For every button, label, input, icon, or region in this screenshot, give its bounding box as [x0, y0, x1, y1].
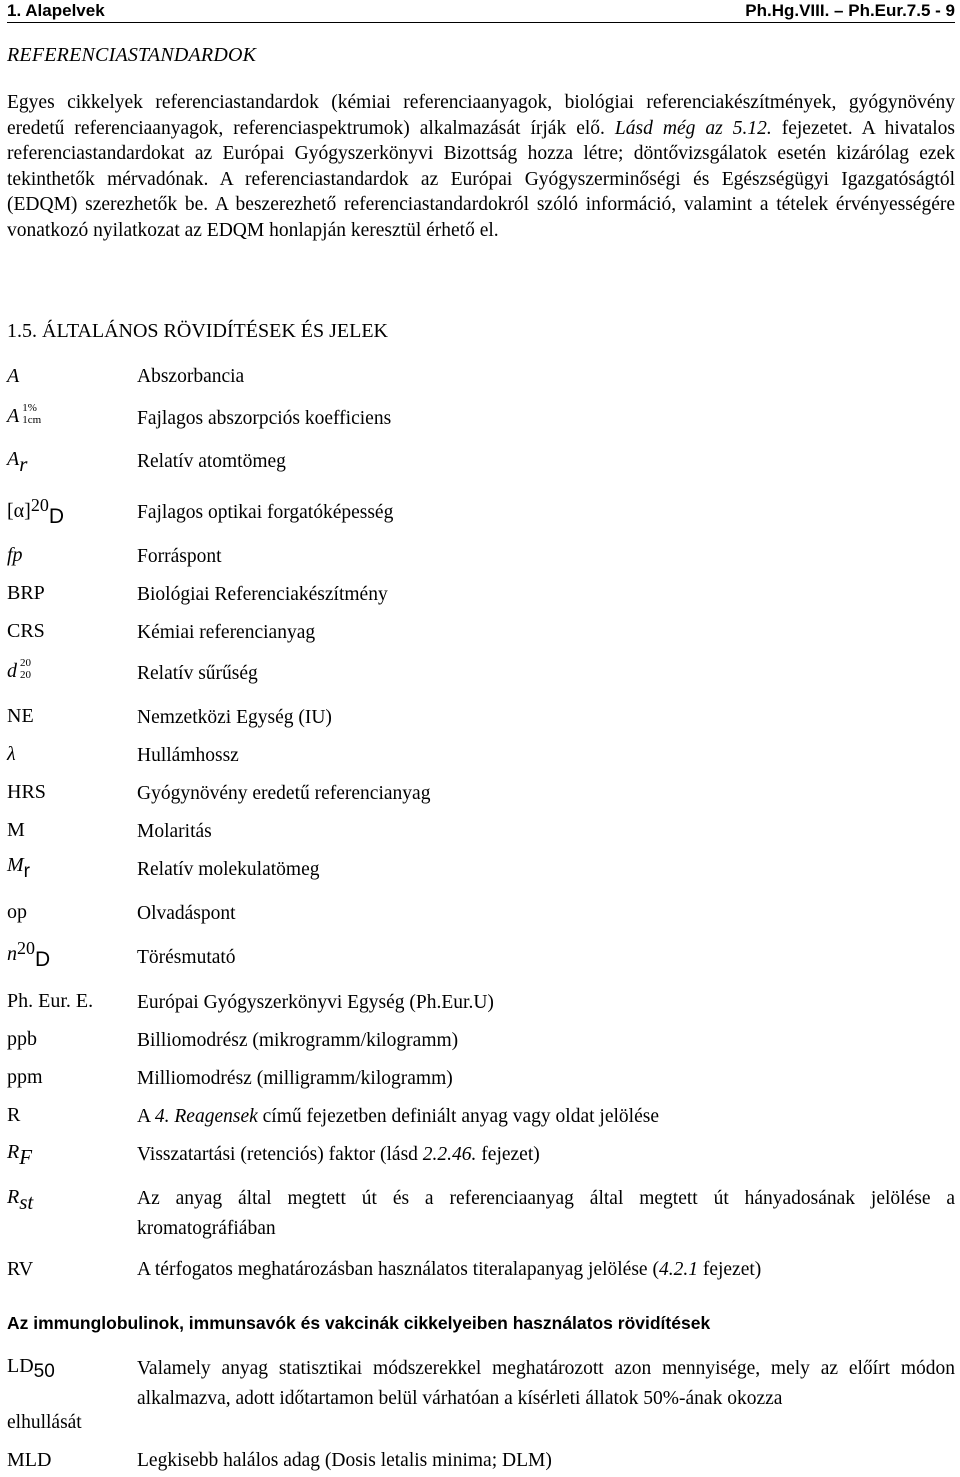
def-Ar: Relatív atomtömeg	[137, 451, 286, 472]
section-title: REFERENCIASTANDARDOK	[7, 44, 257, 66]
def-lambda: Hullámhossz	[137, 745, 239, 766]
def-RV: A térfogatos meghatározásban használatos titeralapanyag jelölése (4.2.1 fejezet)	[137, 1259, 762, 1280]
symbol-ppm: ppm	[7, 1066, 43, 1088]
def-RF: Visszatartási (retenciós) faktor (lásd 2.2.46. fejezet)	[137, 1144, 540, 1165]
symbol-R: R	[7, 1104, 21, 1126]
symbol-op: op	[7, 901, 27, 923]
symbol-lambda: λ	[7, 743, 16, 765]
def-d: Relatív sűrűség	[137, 663, 258, 684]
symbol-M: M	[7, 819, 25, 841]
symbol-ppb: ppb	[7, 1028, 37, 1050]
def-A: Abszorbancia	[137, 366, 245, 387]
symbol-d: d 20 20	[7, 657, 31, 682]
intro-text-2: fejezetet. A hivatalos referenciastandardokat az Európai Gyógyszerkönyvi Bizottság hozza létre; döntővizsgálatok esetén kizárólag ezek tekinthetők mérvadónak. A referenciastandardok az Európai Gyógyszerminőségi és Egészségügyi Igazgatóságtól (EDQM) szerezhetők be. A beszerezhető referenciastandardokról szóló információ, valamint a tételek érvényességére vonatkozó nyilatkozat az EDQM honlapján keresztül érhető el.	[7, 117, 955, 241]
symbol-HRS: HRS	[7, 781, 46, 803]
header-chapter: 1. Alapelvek	[7, 1, 105, 20]
def-Rst: Az anyag által megtett út és a referenciaanyag által megtett út hányadosának jelölése a kromatográfiában	[137, 1188, 955, 1239]
symbol-RF: RF	[7, 1141, 33, 1169]
symbol-CRS: CRS	[7, 620, 45, 642]
def-op: Olvadáspont	[137, 903, 236, 924]
def-PhEurE: Európai Gyógyszerkönyvi Egység (Ph.Eur.U)	[137, 992, 494, 1013]
def-HRS: Gyógynövény eredetű referencianyag	[137, 783, 431, 804]
symbol-NE: NE	[7, 705, 34, 727]
def-A1: Fajlagos abszorpciós koefficiens	[137, 408, 392, 429]
def-fp: Forráspont	[137, 546, 222, 567]
intro-see-also: Lásd még az 5.12.	[614, 117, 772, 139]
def-ppb: Billiomodrész (mikrogramm/kilogramm)	[137, 1030, 459, 1051]
def-LD50: Valamely anyag statisztikai módszerekkel meghatározott azon mennyisége, mely az előírt módon alkalmazva, adott időtartamon belül várhatóan a kísérleti állatok 50%-ának okozza	[137, 1358, 955, 1409]
symbol-Rst: Rst	[7, 1186, 34, 1214]
def-NE: Nemzetközi Egység (IU)	[137, 707, 332, 728]
intro-text-1: Egyes cikkelyek referenciastandardok (kémiai referenciaanyagok, biológiai referenciakészítmények, gyógynövény eredetű referenciaanyagok, referenciaspektrumok) alkalmazását írják elő.	[7, 92, 955, 139]
page-header	[7, 0, 955, 23]
def-ppm: Milliomodrész (milligramm/kilogramm)	[137, 1068, 453, 1089]
symbol-n: n20D	[7, 938, 51, 971]
def-CRS: Kémiai referencianyag	[137, 622, 316, 643]
def-BRP: Biológiai Referenciakészítmény	[137, 584, 388, 605]
symbol-A: A	[7, 365, 20, 387]
def-MLD: Legkisebb halálos adag (Dosis letalis minima; DLM)	[137, 1450, 552, 1471]
symbol-BRP: BRP	[7, 582, 45, 604]
intro-paragraph	[7, 90, 955, 243]
immuno-heading: Az immunglobulinok, immunsavók és vakcinák cikkelyeiben használatos rövidítések	[7, 1313, 711, 1333]
symbol-Ar: Ar	[7, 448, 28, 476]
symbol-A1: A 1% 1cm	[7, 402, 42, 427]
header-reference: Ph.Hg.VIII. – Ph.Eur.7.5 - 9	[745, 1, 955, 20]
def-R: A 4. Reagensek című fejezetben definiált anyag vagy oldat jelölése	[137, 1106, 659, 1127]
symbol-fp: fp	[7, 544, 23, 566]
def-M: Molaritás	[137, 821, 212, 842]
symbol-Mr: Mr	[7, 854, 30, 882]
def-Mr: Relatív molekulatömeg	[137, 859, 320, 880]
symbol-RV: RV	[7, 1258, 34, 1280]
symbol-MLD: MLD	[7, 1449, 52, 1471]
def-n: Törésmutató	[137, 947, 236, 968]
symbol-PhEurE: Ph. Eur. E.	[7, 990, 94, 1012]
def-alpha: Fajlagos optikai forgatóképesség	[137, 502, 394, 523]
symbol-LD50: LD50	[7, 1355, 55, 1382]
symbol-alpha: [α]20D	[7, 495, 64, 528]
abbreviations-heading: 1.5. ÁLTALÁNOS RÖVIDÍTÉSEK ÉS JELEK	[7, 320, 388, 342]
def-LD50-continuation: elhullását	[7, 1412, 82, 1433]
